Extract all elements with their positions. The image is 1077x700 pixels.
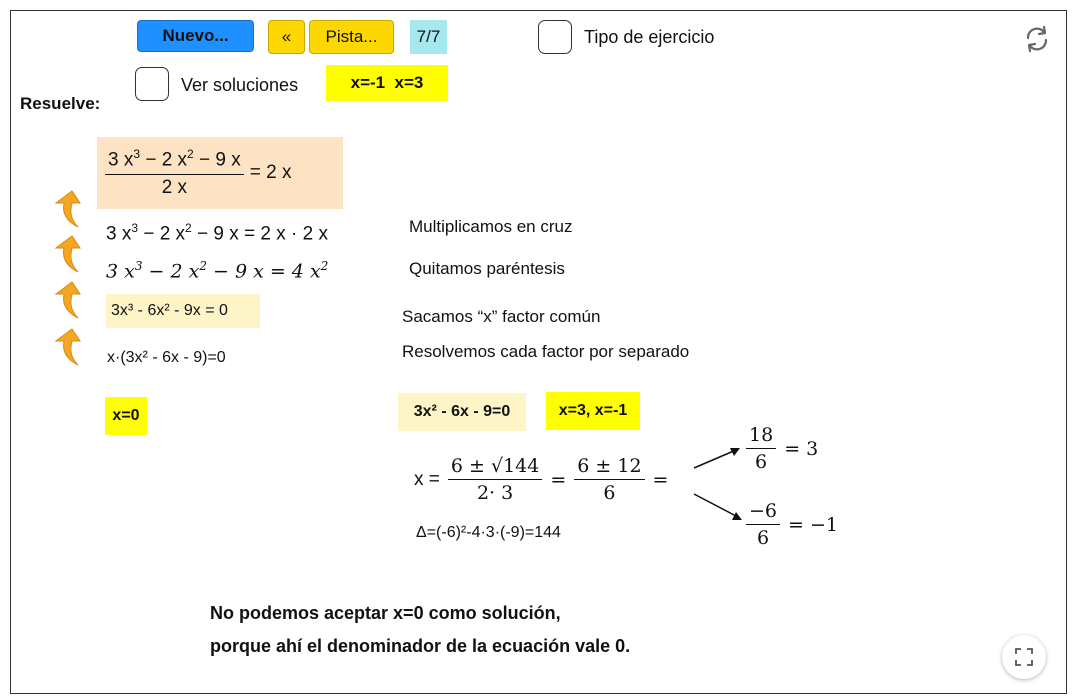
undo-arrow-icon[interactable] xyxy=(52,327,82,369)
factor-2-equation: 3x² - 6x - 9=0 xyxy=(398,393,526,431)
factor-1-solution: x=0 xyxy=(105,397,147,435)
result-2: $\frac{-6}{6}$ = −1 xyxy=(746,500,838,549)
step-4-explanation: Resolvemos cada factor por separado xyxy=(402,342,690,361)
pista-button[interactable]: Pista... xyxy=(309,20,394,54)
step-2-explanation: Quitamos paréntesis xyxy=(409,259,565,278)
step-1-explanation: Multiplicamos en cruz xyxy=(409,217,573,236)
discriminant: Δ=(-6)²-4·3·(-9)=144 xyxy=(416,524,561,541)
equation-fraction: $\frac{3 x^3 - 2 x^2 - 9 x}{2 x}$ xyxy=(105,147,244,198)
result-1: $\frac{18}{6}$ = 3 xyxy=(746,424,818,473)
ver-soluciones-label: Ver soluciones xyxy=(181,75,299,95)
nuevo-button[interactable]: Nuevo... xyxy=(137,20,254,52)
exercise-counter: 7/7 xyxy=(410,20,447,54)
fullscreen-icon[interactable] xyxy=(1002,635,1046,679)
refresh-icon[interactable] xyxy=(1022,24,1052,54)
undo-arrow-icon[interactable] xyxy=(52,234,82,276)
step-3-explanation: Sacamos “x” factor común xyxy=(402,307,601,326)
equation-box xyxy=(97,137,343,209)
factor-2-solution: x=3, x=-1 xyxy=(546,392,640,430)
note-line-1: No podemos aceptar x=0 como solución, xyxy=(210,603,561,623)
note-line-2: porque ahí el denominador de la ecuación vale 0. xyxy=(210,636,631,656)
step-4-equation: x·(3x² - 6x - 9)=0 xyxy=(107,349,226,366)
undo-arrow-icon[interactable] xyxy=(52,189,82,231)
ver-soluciones-checkbox[interactable] xyxy=(135,67,169,101)
page-title: Resuelve: xyxy=(20,94,101,113)
solutions-box: x=-1 x=3 xyxy=(326,65,448,101)
equation-rhs: = 2 x xyxy=(249,162,292,183)
step-3-equation: 3x³ - 6x² - 9x = 0 xyxy=(106,294,260,328)
undo-arrow-icon[interactable] xyxy=(52,280,82,322)
quadratic-formula: x = $\frac{6 \pm √144}{2\cdot 3}$ = $\frac{6 \pm 12}{6}$ = xyxy=(414,455,669,504)
step-2-equation: 3 $x^3 - 2$ $x^2 - 9$ x = 4 $x^2$ xyxy=(106,259,329,283)
tipo-checkbox[interactable] xyxy=(538,20,572,54)
tipo-label: Tipo de ejercicio xyxy=(584,27,715,47)
back-button[interactable]: « xyxy=(268,20,305,54)
branch-arrows xyxy=(690,440,750,540)
step-1-equation: 3 $x^3 - 2$ $x^2 - 9$ x = 2 x · 2 x xyxy=(106,221,328,245)
